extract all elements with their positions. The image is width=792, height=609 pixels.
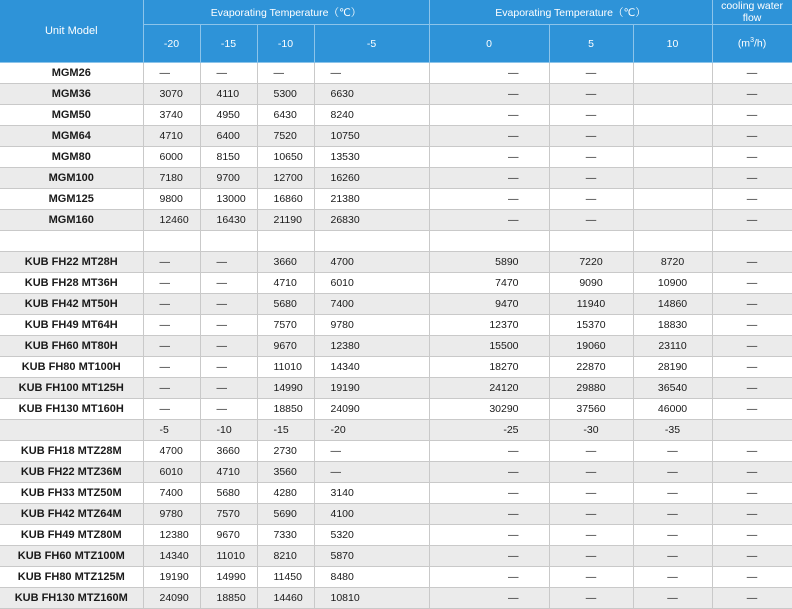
value-cell: 24090 (143, 588, 200, 609)
value-cell: 10750 (314, 126, 429, 147)
value-cell: 14460 (257, 588, 314, 609)
value-cell: 3740 (143, 105, 200, 126)
value-cell: — (633, 525, 712, 546)
value-cell: — (712, 147, 792, 168)
value-cell: 16430 (200, 210, 257, 231)
value-cell: — (200, 399, 257, 420)
value-cell: 6630 (314, 84, 429, 105)
value-cell: 13530 (314, 147, 429, 168)
value-cell: 3140 (314, 483, 429, 504)
value-cell: 29880 (549, 378, 633, 399)
unit-model-cell: KUB FH80 MTZ125M (0, 567, 143, 588)
value-cell: 16860 (257, 189, 314, 210)
value-cell (633, 147, 712, 168)
value-cell: — (712, 63, 792, 84)
value-cell: -25 (429, 420, 549, 441)
value-cell: 12380 (143, 525, 200, 546)
value-cell: — (429, 84, 549, 105)
value-cell: — (633, 504, 712, 525)
value-cell: 23110 (633, 336, 712, 357)
unit-model-cell (0, 420, 143, 441)
value-cell: 16260 (314, 168, 429, 189)
flow-unit-header: $(m^3/h)$ (712, 25, 792, 63)
value-cell: 7570 (257, 315, 314, 336)
value-cell (633, 105, 712, 126)
table-row (0, 126, 792, 147)
value-cell: — (712, 168, 792, 189)
evap-temp-header-right: Evaporating Temperature（℃） (429, 0, 712, 25)
value-cell: — (549, 504, 633, 525)
value-cell: 3660 (200, 441, 257, 462)
value-cell: — (429, 441, 549, 462)
value-cell: 3560 (257, 462, 314, 483)
value-cell (549, 231, 633, 252)
table-row (0, 315, 792, 336)
value-cell: 7400 (143, 483, 200, 504)
unit-model-cell: MGM64 (0, 126, 143, 147)
value-cell: 11010 (257, 357, 314, 378)
unit-model-cell: KUB FH22 MT28H (0, 252, 143, 273)
value-cell: — (633, 483, 712, 504)
value-cell: — (633, 546, 712, 567)
table-row (0, 168, 792, 189)
value-cell: — (143, 315, 200, 336)
value-cell: 14860 (633, 294, 712, 315)
unit-model-cell: KUB FH130 MTZ160M (0, 588, 143, 609)
table-row (0, 567, 792, 588)
value-cell (429, 231, 549, 252)
value-cell: 18850 (200, 588, 257, 609)
unit-model-cell: MGM26 (0, 63, 143, 84)
value-cell: -10 (200, 420, 257, 441)
value-cell: 30290 (429, 399, 549, 420)
value-cell: 14340 (143, 546, 200, 567)
value-cell: — (200, 273, 257, 294)
value-cell: — (712, 210, 792, 231)
value-cell: — (549, 462, 633, 483)
value-cell: — (712, 504, 792, 525)
value-cell (314, 231, 429, 252)
value-cell: 7180 (143, 168, 200, 189)
value-cell: 14990 (257, 378, 314, 399)
value-cell: — (549, 168, 633, 189)
value-cell: — (549, 546, 633, 567)
value-cell (712, 420, 792, 441)
unit-model-cell: MGM160 (0, 210, 143, 231)
unit-model-cell: MGM100 (0, 168, 143, 189)
value-cell: — (549, 567, 633, 588)
value-cell: 6430 (257, 105, 314, 126)
col-header: -20 (143, 25, 200, 63)
value-cell: 3660 (257, 252, 314, 273)
value-cell: -20 (314, 420, 429, 441)
value-cell: — (712, 525, 792, 546)
value-cell: — (143, 336, 200, 357)
value-cell: 9670 (200, 525, 257, 546)
value-cell: 26830 (314, 210, 429, 231)
value-cell: 4710 (257, 273, 314, 294)
value-cell: 37560 (549, 399, 633, 420)
table-row (0, 84, 792, 105)
value-cell: 4100 (314, 504, 429, 525)
value-cell: — (549, 210, 633, 231)
value-cell (200, 231, 257, 252)
value-cell: 9780 (143, 504, 200, 525)
value-cell: — (143, 252, 200, 273)
value-cell: — (712, 378, 792, 399)
value-cell (257, 231, 314, 252)
value-cell: — (712, 105, 792, 126)
value-cell: 8150 (200, 147, 257, 168)
value-cell: — (429, 147, 549, 168)
value-cell: 4700 (143, 441, 200, 462)
unit-model-cell: KUB FH49 MT64H (0, 315, 143, 336)
value-cell: 6010 (314, 273, 429, 294)
table-row (0, 294, 792, 315)
value-cell: — (257, 63, 314, 84)
table-row (0, 399, 792, 420)
value-cell: — (314, 441, 429, 462)
value-cell: 9700 (200, 168, 257, 189)
value-cell: — (143, 399, 200, 420)
value-cell: — (712, 483, 792, 504)
value-cell: 15500 (429, 336, 549, 357)
value-cell: 11010 (200, 546, 257, 567)
value-cell: 6400 (200, 126, 257, 147)
value-cell: — (314, 63, 429, 84)
value-cell: 19190 (143, 567, 200, 588)
value-cell: 7520 (257, 126, 314, 147)
value-cell: — (143, 357, 200, 378)
value-cell: — (549, 147, 633, 168)
value-cell (633, 168, 712, 189)
value-cell: 5690 (257, 504, 314, 525)
table-row (0, 63, 792, 84)
value-cell: 4950 (200, 105, 257, 126)
value-cell: — (712, 252, 792, 273)
value-cell: 9780 (314, 315, 429, 336)
value-cell: — (200, 357, 257, 378)
value-cell: 9090 (549, 273, 633, 294)
table-row (0, 441, 792, 462)
value-cell: 10650 (257, 147, 314, 168)
value-cell (633, 210, 712, 231)
value-cell: — (429, 567, 549, 588)
value-cell: — (429, 63, 549, 84)
unit-model-cell: MGM50 (0, 105, 143, 126)
value-cell: 5300 (257, 84, 314, 105)
value-cell: 12380 (314, 336, 429, 357)
table-row (0, 210, 792, 231)
value-cell: -15 (257, 420, 314, 441)
value-cell: — (712, 567, 792, 588)
value-cell: 7570 (200, 504, 257, 525)
value-cell: 11450 (257, 567, 314, 588)
value-cell: 4700 (314, 252, 429, 273)
value-cell: -35 (633, 420, 712, 441)
value-cell: — (429, 546, 549, 567)
value-cell: 11940 (549, 294, 633, 315)
value-cell: 18850 (257, 399, 314, 420)
value-cell: 5320 (314, 525, 429, 546)
value-cell: — (429, 210, 549, 231)
value-cell: 46000 (633, 399, 712, 420)
value-cell: — (633, 462, 712, 483)
value-cell: — (549, 105, 633, 126)
value-cell: 12460 (143, 210, 200, 231)
value-cell: 24090 (314, 399, 429, 420)
table-row (0, 378, 792, 399)
unit-model-cell: KUB FH49 MTZ80M (0, 525, 143, 546)
value-cell: 9670 (257, 336, 314, 357)
value-cell: — (143, 378, 200, 399)
col-header: -5 (314, 25, 429, 63)
value-cell (633, 84, 712, 105)
value-cell: -5 (143, 420, 200, 441)
table-row (0, 231, 792, 252)
value-cell: 7470 (429, 273, 549, 294)
value-cell: 36540 (633, 378, 712, 399)
unit-model-cell (0, 231, 143, 252)
value-cell: — (549, 483, 633, 504)
value-cell: 5870 (314, 546, 429, 567)
unit-model-cell: MGM125 (0, 189, 143, 210)
unit-model-cell: KUB FH22 MTZ36M (0, 462, 143, 483)
value-cell: 9800 (143, 189, 200, 210)
value-cell: 5890 (429, 252, 549, 273)
value-cell: — (712, 588, 792, 609)
value-cell: 6000 (143, 147, 200, 168)
value-cell: 13000 (200, 189, 257, 210)
value-cell: 18830 (633, 315, 712, 336)
value-cell: — (200, 378, 257, 399)
value-cell: — (429, 462, 549, 483)
value-cell: 3070 (143, 84, 200, 105)
unit-model-cell: KUB FH60 MTZ100M (0, 546, 143, 567)
value-cell: 9470 (429, 294, 549, 315)
value-cell: — (200, 315, 257, 336)
value-cell: — (200, 252, 257, 273)
value-cell: 7220 (549, 252, 633, 273)
table-row (0, 336, 792, 357)
col-header: 10 (633, 25, 712, 63)
value-cell: — (429, 588, 549, 609)
evap-temp-header-left: Evaporating Temperature（℃） (143, 0, 429, 25)
value-cell: — (429, 525, 549, 546)
table-row (0, 273, 792, 294)
unit-model-cell: KUB FH60 MT80H (0, 336, 143, 357)
value-cell: 28190 (633, 357, 712, 378)
table-row (0, 525, 792, 546)
table-row (0, 147, 792, 168)
cooling-water-header: cooling water flow (712, 0, 792, 25)
table-body (0, 63, 792, 609)
unit-model-cell: KUB FH80 MT100H (0, 357, 143, 378)
value-cell: — (429, 504, 549, 525)
value-cell: — (712, 294, 792, 315)
table-row (0, 546, 792, 567)
col-header: -10 (257, 25, 314, 63)
value-cell: 14990 (200, 567, 257, 588)
value-cell: — (549, 126, 633, 147)
unit-model-cell: KUB FH130 MT160H (0, 399, 143, 420)
unit-model-cell: KUB FH28 MT36H (0, 273, 143, 294)
value-cell: — (712, 441, 792, 462)
value-cell: — (549, 588, 633, 609)
value-cell: — (429, 168, 549, 189)
value-cell (712, 231, 792, 252)
value-cell (633, 189, 712, 210)
value-cell: — (712, 462, 792, 483)
unit-model-cell: KUB FH18 MTZ28M (0, 441, 143, 462)
unit-model-cell: KUB FH33 MTZ50M (0, 483, 143, 504)
value-cell: — (712, 399, 792, 420)
value-cell (633, 126, 712, 147)
table-row (0, 357, 792, 378)
unit-model-cell: MGM80 (0, 147, 143, 168)
value-cell: 12370 (429, 315, 549, 336)
col-header: -15 (200, 25, 257, 63)
value-cell: 4110 (200, 84, 257, 105)
value-cell (633, 63, 712, 84)
table-row (0, 483, 792, 504)
value-cell: 8210 (257, 546, 314, 567)
value-cell: — (549, 189, 633, 210)
value-cell: 19060 (549, 336, 633, 357)
value-cell: — (633, 567, 712, 588)
value-cell: 8720 (633, 252, 712, 273)
unit-model-cell: KUB FH42 MTZ64M (0, 504, 143, 525)
value-cell: 10810 (314, 588, 429, 609)
value-cell: 14340 (314, 357, 429, 378)
value-cell: 2730 (257, 441, 314, 462)
value-cell: 8480 (314, 567, 429, 588)
table-row (0, 252, 792, 273)
table-row (0, 420, 792, 441)
value-cell: 5680 (200, 483, 257, 504)
value-cell: 15370 (549, 315, 633, 336)
unit-model-cell: KUB FH100 MT125H (0, 378, 143, 399)
value-cell: — (549, 63, 633, 84)
value-cell: — (712, 189, 792, 210)
value-cell: 22870 (549, 357, 633, 378)
table-row (0, 105, 792, 126)
value-cell: 4280 (257, 483, 314, 504)
value-cell: 7400 (314, 294, 429, 315)
value-cell: — (143, 294, 200, 315)
col-header: 5 (549, 25, 633, 63)
value-cell: — (429, 105, 549, 126)
value-cell: — (429, 126, 549, 147)
value-cell: 21190 (257, 210, 314, 231)
value-cell: — (200, 336, 257, 357)
value-cell: 4710 (143, 126, 200, 147)
value-cell: — (143, 63, 200, 84)
value-cell: — (712, 273, 792, 294)
unit-model-cell: MGM36 (0, 84, 143, 105)
value-cell: 12700 (257, 168, 314, 189)
value-cell: 4710 (200, 462, 257, 483)
col-header: 0 (429, 25, 549, 63)
value-cell: 6010 (143, 462, 200, 483)
value-cell: — (549, 441, 633, 462)
value-cell: 10900 (633, 273, 712, 294)
value-cell: — (200, 63, 257, 84)
value-cell: 19190 (314, 378, 429, 399)
table-row (0, 189, 792, 210)
value-cell: — (712, 336, 792, 357)
value-cell: — (712, 84, 792, 105)
value-cell (143, 231, 200, 252)
value-cell: — (633, 441, 712, 462)
value-cell: — (314, 462, 429, 483)
value-cell: 18270 (429, 357, 549, 378)
value-cell: — (143, 273, 200, 294)
value-cell: — (200, 294, 257, 315)
unit-model-header: Unit Model (0, 0, 143, 63)
value-cell: — (429, 483, 549, 504)
value-cell: — (712, 546, 792, 567)
table-row (0, 462, 792, 483)
value-cell: — (549, 84, 633, 105)
table-row (0, 504, 792, 525)
value-cell: — (429, 189, 549, 210)
table-row (0, 588, 792, 609)
value-cell: — (633, 588, 712, 609)
value-cell: — (712, 315, 792, 336)
value-cell: 7330 (257, 525, 314, 546)
value-cell: -30 (549, 420, 633, 441)
value-cell: 5680 (257, 294, 314, 315)
value-cell: 21380 (314, 189, 429, 210)
value-cell (633, 231, 712, 252)
table-header (0, 0, 792, 63)
value-cell: 24120 (429, 378, 549, 399)
value-cell: 8240 (314, 105, 429, 126)
unit-model-cell: KUB FH42 MT50H (0, 294, 143, 315)
value-cell: — (549, 525, 633, 546)
value-cell: — (712, 126, 792, 147)
value-cell: — (712, 357, 792, 378)
